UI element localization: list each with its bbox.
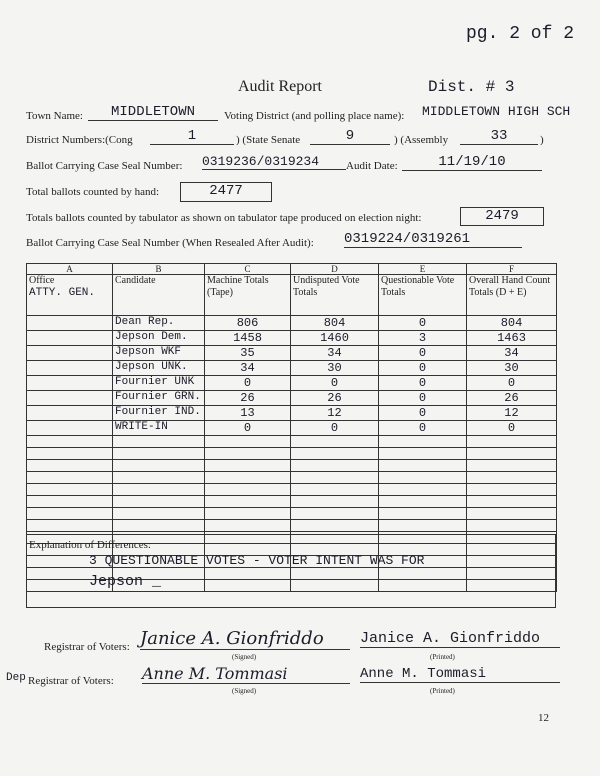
overall-total: 12 (467, 406, 557, 421)
empty-cell (467, 508, 557, 520)
empty-cell (205, 508, 291, 520)
office-cell (27, 361, 113, 376)
hand-counted-field[interactable]: 2477 (180, 182, 272, 202)
overall-total: 0 (467, 376, 557, 391)
district-numbers-label: District Numbers:(Cong (26, 134, 133, 146)
empty-cell (113, 436, 205, 448)
empty-cell (113, 496, 205, 508)
candidate-cell: Fournier UNK (113, 376, 205, 391)
table-row (27, 421, 557, 436)
empty-cell (291, 520, 379, 532)
empty-cell (467, 436, 557, 448)
overall-total: 30 (467, 361, 557, 376)
questionable-total: 3 (379, 331, 467, 346)
registrar-signed-caption: (Signed) (232, 653, 257, 661)
empty-row (27, 448, 557, 460)
explanation-line-2: Jepson _ (89, 573, 162, 590)
empty-row (27, 460, 557, 472)
office-cell (27, 376, 113, 391)
empty-cell (113, 472, 205, 484)
table-row (27, 346, 557, 361)
hand-counted-label: Total ballots counted by hand: (26, 186, 160, 198)
empty-cell (291, 460, 379, 472)
undisputed-total: 804 (291, 316, 379, 331)
undisputed-total: 12 (291, 406, 379, 421)
header-office-label: Office (29, 275, 55, 286)
empty-cell (467, 484, 557, 496)
registrar-printed-name: Janice A. Gionfriddo (360, 630, 560, 648)
machine-total: 35 (205, 346, 291, 361)
empty-cell (205, 448, 291, 460)
office-cell (27, 346, 113, 361)
empty-cell (205, 460, 291, 472)
candidate-cell: Fournier GRN. (113, 391, 205, 406)
empty-cell (291, 448, 379, 460)
office-cell (27, 316, 113, 331)
empty-cell (379, 472, 467, 484)
machine-total: 806 (205, 316, 291, 331)
explanation-label: Explanation of Differences: (29, 539, 151, 551)
questionable-total: 0 (379, 421, 467, 436)
office-cell (27, 406, 113, 421)
tabulator-label: Totals ballots counted by tabulator as shown on tabulator tape produced on election night: (26, 212, 422, 224)
column-letters-row (27, 264, 557, 275)
header-candidate: Candidate (113, 275, 205, 316)
town-name-field[interactable]: MIDDLETOWN (88, 104, 218, 121)
empty-cell (27, 436, 113, 448)
table-row (27, 406, 557, 421)
machine-total: 13 (205, 406, 291, 421)
machine-total: 0 (205, 376, 291, 391)
candidate-cell: Dean Rep. (113, 316, 205, 331)
empty-cell (27, 472, 113, 484)
empty-cell (27, 448, 113, 460)
empty-cell (205, 496, 291, 508)
overall-total: 0 (467, 421, 557, 436)
deputy-registrar-label: Registrar of Voters: (28, 675, 114, 687)
page-note: pg. 2 of 2 (466, 24, 575, 44)
empty-cell (205, 520, 291, 532)
machine-total: 0 (205, 421, 291, 436)
machine-total: 26 (205, 391, 291, 406)
candidate-cell: Jepson WKF (113, 346, 205, 361)
header-office (27, 275, 113, 316)
deputy-signature: Anne M. Tommasi (142, 664, 350, 684)
empty-cell (467, 496, 557, 508)
office-cell (27, 331, 113, 346)
empty-cell (379, 460, 467, 472)
empty-cell (291, 508, 379, 520)
candidate-cell: Jepson Dem. (113, 331, 205, 346)
undisputed-total: 1460 (291, 331, 379, 346)
office-cell (27, 421, 113, 436)
empty-cell (291, 484, 379, 496)
candidate-cell: Fournier IND. (113, 406, 205, 421)
candidate-cell: WRITE-IN (113, 421, 205, 436)
header-undisputed: Undisputed Vote Totals (291, 275, 379, 316)
empty-row (27, 472, 557, 484)
office-value: ATTY. GEN. (29, 287, 96, 299)
empty-cell (113, 448, 205, 460)
column-letter: E (379, 264, 467, 275)
empty-row (27, 520, 557, 532)
town-name-label: Town Name: (26, 110, 83, 122)
empty-row (27, 508, 557, 520)
column-letter: A (27, 264, 113, 275)
empty-cell (205, 472, 291, 484)
header-machine: Machine Totals (Tape) (205, 275, 291, 316)
registrar-signature: Janice A. Gionfriddo (140, 628, 350, 650)
empty-cell (379, 448, 467, 460)
empty-cell (467, 448, 557, 460)
empty-cell (27, 496, 113, 508)
candidate-cell: Jepson UNK. (113, 361, 205, 376)
table-row (27, 331, 557, 346)
empty-cell (27, 460, 113, 472)
overall-total: 804 (467, 316, 557, 331)
empty-cell (467, 472, 557, 484)
empty-cell (27, 508, 113, 520)
district-note: Dist. # 3 (428, 78, 515, 96)
column-letter: F (467, 264, 557, 275)
voting-district-label: Voting District (and polling place name): (224, 110, 405, 122)
header-overall: Overall Hand Count Totals (D + E) (467, 275, 557, 316)
column-letter: B (113, 264, 205, 275)
registrar-label: Registrar of Voters: (44, 641, 130, 653)
office-cell (27, 391, 113, 406)
empty-cell (379, 508, 467, 520)
overall-total: 26 (467, 391, 557, 406)
resealed-label: Ballot Carrying Case Seal Number (When Resealed After Audit): (26, 237, 314, 249)
undisputed-total: 0 (291, 421, 379, 436)
audit-date-field[interactable]: 11/19/10 (402, 154, 542, 171)
deputy-prefix: Dep (6, 672, 26, 684)
explanation-box (26, 534, 556, 608)
column-letter: D (291, 264, 379, 275)
empty-row (27, 484, 557, 496)
questionable-total: 0 (379, 406, 467, 421)
empty-cell (379, 520, 467, 532)
table-row (27, 376, 557, 391)
column-headers-row (27, 275, 557, 316)
cong-field[interactable]: 1 (150, 128, 234, 145)
overall-total: 1463 (467, 331, 557, 346)
deputy-printed-caption: (Printed) (430, 687, 455, 695)
empty-cell (467, 460, 557, 472)
assembly-field[interactable]: 33 (460, 128, 538, 145)
resealed-field[interactable]: 0319224/0319261 (344, 231, 522, 248)
questionable-total: 0 (379, 391, 467, 406)
assembly-label: ) (Assembly (394, 134, 449, 146)
empty-cell (205, 484, 291, 496)
undisputed-total: 34 (291, 346, 379, 361)
page-title: Audit Report (238, 78, 322, 95)
empty-row (27, 496, 557, 508)
empty-cell (291, 472, 379, 484)
empty-cell (113, 484, 205, 496)
empty-cell (291, 436, 379, 448)
tabulator-field[interactable]: 2479 (460, 207, 544, 226)
table-row (27, 391, 557, 406)
empty-cell (205, 436, 291, 448)
registrar-printed-caption: (Printed) (430, 653, 455, 661)
empty-cell (113, 520, 205, 532)
deputy-printed-name: Anne M. Tommasi (360, 666, 560, 683)
questionable-total: 0 (379, 316, 467, 331)
table-row (27, 316, 557, 331)
close-paren: ) (540, 134, 544, 146)
seal-number-field[interactable]: 0319236/0319234 (202, 154, 346, 170)
empty-cell (379, 436, 467, 448)
machine-total: 1458 (205, 331, 291, 346)
questionable-total: 0 (379, 376, 467, 391)
column-letter: C (205, 264, 291, 275)
machine-total: 34 (205, 361, 291, 376)
empty-row (27, 436, 557, 448)
seal-number-label: Ballot Carrying Case Seal Number: (26, 160, 183, 172)
empty-cell (113, 508, 205, 520)
empty-cell (379, 496, 467, 508)
undisputed-total: 30 (291, 361, 379, 376)
table-row (27, 361, 557, 376)
page-number: 12 (538, 712, 549, 724)
empty-cell (27, 520, 113, 532)
header-questionable: Questionable Vote Totals (379, 275, 467, 316)
empty-cell (379, 484, 467, 496)
empty-cell (113, 460, 205, 472)
empty-cell (27, 484, 113, 496)
questionable-total: 0 (379, 346, 467, 361)
overall-total: 34 (467, 346, 557, 361)
explanation-line-1: 3 QUESTIONABLE VOTES - VOTER INTENT WAS FOR (89, 553, 425, 568)
deputy-signed-caption: (Signed) (232, 687, 257, 695)
audit-date-label: Audit Date: (346, 160, 398, 172)
undisputed-total: 26 (291, 391, 379, 406)
questionable-total: 0 (379, 361, 467, 376)
undisputed-total: 0 (291, 376, 379, 391)
empty-cell (467, 520, 557, 532)
state-senate-field[interactable]: 9 (310, 128, 390, 145)
voting-district-field[interactable]: MIDDLETOWN HIGH SCH (422, 104, 571, 119)
state-senate-label: ) (State Senate (236, 134, 301, 146)
empty-cell (291, 496, 379, 508)
